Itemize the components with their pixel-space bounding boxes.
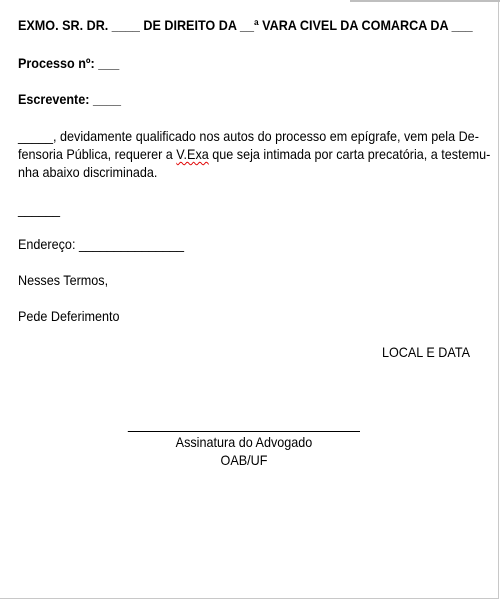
clerk-field: Escrevente: ____	[18, 91, 121, 107]
place-and-date: LOCAL E DATA	[381, 344, 470, 360]
closing-terms: Nesses Termos,	[18, 272, 109, 288]
spellcheck-flagged-word[interactable]: V.Exa	[176, 146, 209, 162]
oab-caption: OAB/UF	[220, 452, 268, 468]
paragraph-line-2-end: que seja intimada por carta precatória, a testemu-	[208, 146, 491, 162]
paragraph-line-3: nha abaixo discriminada.	[18, 164, 158, 180]
address-field: Endereço: _______________	[18, 236, 185, 252]
process-number-field: Processo nº: ___	[18, 55, 120, 71]
signature-line	[128, 431, 360, 432]
addressee-heading: EXMO. SR. DR. ____ DE DIREITO DA __ª VARA CIVEL DA COMARCA DA ___	[18, 17, 473, 33]
signature-caption: Assinatura do Advogado	[175, 434, 313, 450]
page-top-rule	[350, 0, 500, 2]
paragraph-line-2-start: fensoria Pública, requerer a	[18, 146, 177, 162]
closing-request: Pede Deferimento	[18, 308, 120, 324]
paragraph-line-2	[18, 145, 491, 163]
witness-name-blank: ______	[18, 201, 61, 217]
request-paragraph	[18, 127, 491, 181]
paragraph-line-1: _____, devidamente qualificado nos autos do processo em epígrafe, vem pela De-	[18, 128, 479, 144]
